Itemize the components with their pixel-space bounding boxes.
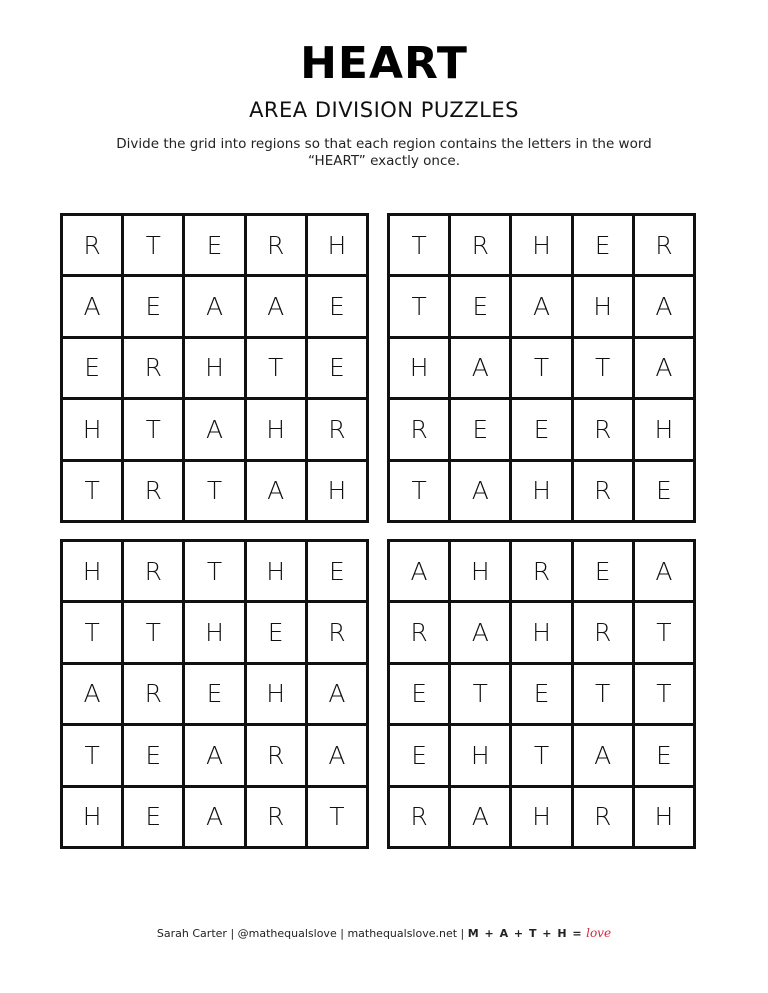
grid-cell: T: [308, 788, 366, 846]
footer-separator: |: [340, 927, 344, 940]
puzzle-grid-2: [387, 213, 696, 523]
grid-cell: A: [390, 542, 448, 600]
grid-cell: E: [247, 603, 305, 661]
grid-cell: H: [247, 665, 305, 723]
grid-cell: H: [185, 339, 243, 397]
grid-cell: R: [574, 400, 632, 458]
instructions-text: Divide the grid into regions so that each region contains the letters in the word “HEART” exactly once.: [116, 136, 652, 169]
puzzle-grid-1: [60, 213, 369, 523]
grid-cell: R: [574, 603, 632, 661]
grid-cell: E: [124, 726, 182, 784]
grid-cell: E: [185, 665, 243, 723]
grid-cell: E: [451, 277, 509, 335]
grid-cell: E: [308, 339, 366, 397]
grid-cell: A: [574, 726, 632, 784]
grid-cell: H: [512, 216, 570, 274]
grid-cell: E: [390, 726, 448, 784]
grid-cell: E: [635, 462, 693, 520]
grid-cell: R: [124, 542, 182, 600]
grid-cell: H: [574, 277, 632, 335]
grid-cell: T: [63, 603, 121, 661]
grid-cell: A: [63, 277, 121, 335]
grid-cell: R: [124, 339, 182, 397]
grid-cell: R: [247, 788, 305, 846]
grid-cell: E: [124, 788, 182, 846]
grid-cell: E: [390, 665, 448, 723]
grid-cell: R: [63, 216, 121, 274]
grid-cell: T: [635, 603, 693, 661]
grid-cell: E: [574, 542, 632, 600]
grid-cell: A: [512, 277, 570, 335]
grid-cell: A: [451, 339, 509, 397]
grid-cell: R: [390, 400, 448, 458]
grid-cell: H: [451, 726, 509, 784]
grid-cell: T: [124, 603, 182, 661]
grid-cell: H: [635, 400, 693, 458]
grid-cell: A: [63, 665, 121, 723]
grid-cell: E: [63, 339, 121, 397]
grid-cell: E: [512, 400, 570, 458]
grid-cell: A: [185, 788, 243, 846]
grid-cell: R: [124, 665, 182, 723]
grid-cell: A: [185, 400, 243, 458]
grid-cell: A: [308, 726, 366, 784]
grid-cell: A: [451, 462, 509, 520]
grid-cell: A: [185, 277, 243, 335]
puzzle-grid-3: [60, 539, 369, 849]
grid-cell: H: [512, 603, 570, 661]
grid-cell: A: [308, 665, 366, 723]
footer-handle: @mathequalslove: [237, 927, 337, 940]
puzzle-grid-4: [387, 539, 696, 849]
grid-cell: A: [247, 462, 305, 520]
grid-cell: H: [308, 216, 366, 274]
grid-cell: E: [308, 277, 366, 335]
grid-cell: H: [390, 339, 448, 397]
grid-cell: E: [512, 665, 570, 723]
grid-cell: A: [635, 277, 693, 335]
grid-cell: T: [124, 400, 182, 458]
grid-cell: T: [635, 665, 693, 723]
grid-cell: R: [247, 216, 305, 274]
grid-cell: R: [390, 788, 448, 846]
footer-love-logo: love: [586, 926, 612, 940]
grid-cell: H: [512, 462, 570, 520]
grid-cell: E: [124, 277, 182, 335]
grid-cell: T: [451, 665, 509, 723]
grid-cell: T: [512, 339, 570, 397]
grid-cell: H: [63, 542, 121, 600]
grid-cell: A: [635, 339, 693, 397]
grid-cell: A: [451, 603, 509, 661]
grid-cell: E: [574, 216, 632, 274]
grid-cell: A: [635, 542, 693, 600]
grid-cell: H: [512, 788, 570, 846]
grid-cell: T: [247, 339, 305, 397]
grid-cell: T: [63, 726, 121, 784]
grid-cell: H: [247, 400, 305, 458]
footer-separator: |: [460, 927, 465, 940]
grid-cell: H: [63, 788, 121, 846]
grid-cell: R: [308, 400, 366, 458]
grid-cell: H: [635, 788, 693, 846]
footer-separator: |: [230, 927, 235, 940]
grid-cell: R: [308, 603, 366, 661]
grid-cell: T: [390, 216, 448, 274]
grid-cell: H: [308, 462, 366, 520]
grid-cell: H: [451, 542, 509, 600]
grid-cell: T: [185, 542, 243, 600]
grid-cell: T: [512, 726, 570, 784]
grid-cell: H: [185, 603, 243, 661]
grid-cell: R: [247, 726, 305, 784]
page-subtitle: AREA DIVISION PUZZLES: [249, 98, 519, 122]
footer: [0, 926, 768, 940]
grid-cell: T: [63, 462, 121, 520]
footer-brand: M + A + T + H =: [467, 927, 583, 940]
grid-cell: T: [574, 665, 632, 723]
grid-cell: T: [390, 277, 448, 335]
grid-cell: E: [451, 400, 509, 458]
grid-cell: T: [390, 462, 448, 520]
grid-cell: A: [185, 726, 243, 784]
grid-cell: R: [451, 216, 509, 274]
grid-cell: E: [308, 542, 366, 600]
grid-cell: A: [247, 277, 305, 335]
grid-cell: H: [247, 542, 305, 600]
grid-cell: H: [63, 400, 121, 458]
grid-cell: T: [574, 339, 632, 397]
grid-cell: R: [635, 216, 693, 274]
grid-cell: R: [574, 462, 632, 520]
grid-cell: E: [185, 216, 243, 274]
footer-author: Sarah Carter: [156, 927, 227, 940]
grid-cell: T: [124, 216, 182, 274]
grid-cell: R: [574, 788, 632, 846]
footer-site: mathequalslove.net: [347, 927, 458, 940]
grid-cell: A: [451, 788, 509, 846]
grid-cell: T: [185, 462, 243, 520]
grid-cell: R: [390, 603, 448, 661]
grid-cell: E: [635, 726, 693, 784]
grid-cell: R: [124, 462, 182, 520]
grid-cell: R: [512, 542, 570, 600]
page-title: HEART: [300, 38, 468, 89]
